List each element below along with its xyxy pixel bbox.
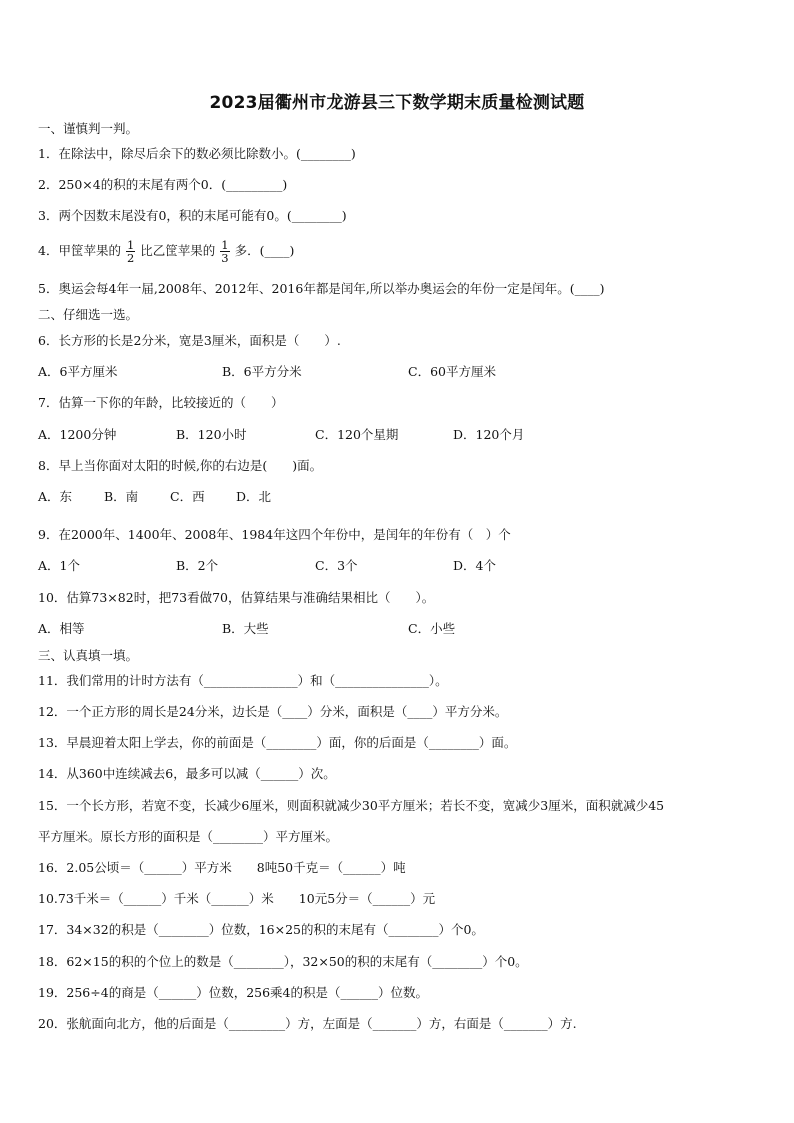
question-15-line-1: 15．一个长方形，若宽不变，长减少6厘米，则面积就减少30平方厘米；若长不变，宽减少3厘米，面积就减少45 xyxy=(38,798,665,813)
question-12: 12．一个正方形的周长是24分米，边长是（____）分米，面积是（____）平方分米。 xyxy=(38,704,508,719)
question-9-option-d: D．4个 xyxy=(453,558,496,573)
question-6-option-c: C．60平方厘米 xyxy=(408,364,496,379)
question-10-option-b: B．大些 xyxy=(222,621,269,636)
question-10-option-c: C．小些 xyxy=(408,621,456,636)
question-1: 1．在除法中，除尽后余下的数必须比除数小。(________) xyxy=(38,146,356,161)
question-7-option-d: D．120个月 xyxy=(453,427,525,442)
question-6: 6．长方形的长是2分米，宽是3厘米，面积是（ ）. xyxy=(38,333,341,348)
section-2-heading: 二、仔细选一选。 xyxy=(38,307,139,322)
question-4-text-a: 4．甲筐苹果的 xyxy=(38,243,121,258)
question-15-line-2: 平方厘米。原长方形的面积是（________）平方厘米。 xyxy=(38,829,339,844)
question-16-line-1: 16．2.05公顷＝（______）平方米 8吨50千克＝（______）吨 xyxy=(38,860,406,875)
question-7-option-b: B．120小时 xyxy=(176,427,247,442)
question-5: 5．奥运会每4年一届,2008年、2012年、2016年都是闰年,所以举办奥运会的年份一定是闰年。(____) xyxy=(38,281,605,296)
question-8-option-d: D．北 xyxy=(236,489,272,504)
question-2: 2．250×4的积的末尾有两个0．(_________) xyxy=(38,177,288,192)
question-18: 18．62×15的积的个位上的数是（________），32×50的积的末尾有（________）个0。 xyxy=(38,954,528,969)
question-8-option-c: C．西 xyxy=(170,489,205,504)
section-1-heading: 一、谨慎判一判。 xyxy=(38,121,139,136)
question-8: 8．早上当你面对太阳的时候,你的右边是( )面。 xyxy=(38,458,323,473)
question-4-text-c: 多．(____) xyxy=(234,243,295,258)
question-9-option-b: B．2个 xyxy=(176,558,219,573)
question-7: 7．估算一下你的年龄，比较接近的（ ） xyxy=(38,395,284,410)
fraction-2-denominator: 3 xyxy=(221,251,229,265)
fraction-1-denominator: 2 xyxy=(126,251,135,265)
fraction-1-numerator: 1 xyxy=(126,238,135,252)
question-9: 9．在2000年、1400年、2008年、1984年这四个年份中，是闰年的年份有（ ）个 xyxy=(38,527,511,542)
fraction-one-third xyxy=(220,239,229,264)
fraction-2-numerator: 1 xyxy=(221,238,229,252)
question-11: 11．我们常用的计时方法有（_______________）和（_______________）。 xyxy=(38,673,448,688)
question-8-option-a: A．东 xyxy=(38,489,73,504)
question-9-option-a: A．1个 xyxy=(38,558,80,573)
question-7-option-a: A．1200分钟 xyxy=(38,427,117,442)
question-17: 17．34×32的积是（________）位数，16×25的积的末尾有（________）个0。 xyxy=(38,922,484,937)
question-14: 14．从360中连续减去6，最多可以减（______）次。 xyxy=(38,766,336,781)
question-9-option-c: C．3个 xyxy=(315,558,358,573)
question-13: 13．早晨迎着太阳上学去，你的前面是（________）面，你的后面是（________）面。 xyxy=(38,735,517,750)
question-4 xyxy=(38,236,294,266)
question-10-option-a: A．相等 xyxy=(38,621,85,636)
question-20: 20．张航面向北方，他的后面是（_________）方，左面是（_______）方，右面是（_______）方. xyxy=(38,1016,577,1031)
page-title: 2023届衢州市龙游县三下数学期末质量检测试题 xyxy=(209,93,585,113)
section-3-heading: 三、认真填一填。 xyxy=(38,648,139,663)
question-16-line-2: 10.73千米＝（______）千米（______）米 10元5分＝（______）元 xyxy=(38,891,436,906)
fraction-one-half xyxy=(126,239,135,264)
question-6-option-b: B．6平方分米 xyxy=(222,364,302,379)
question-6-option-a: A．6平方厘米 xyxy=(38,364,118,379)
question-4-text-b: 比乙筐苹果的 xyxy=(140,243,216,258)
question-8-option-b: B．南 xyxy=(104,489,139,504)
question-19: 19．256÷4的商是（______）位数，256乘4的积是（______）位数。 xyxy=(38,985,429,1000)
question-10: 10．估算73×82时，把73看做70，估算结果与准确结果相比（ ）。 xyxy=(38,590,435,605)
question-7-option-c: C．120个星期 xyxy=(315,427,399,442)
question-3: 3．两个因数末尾没有0，积的末尾可能有0。(________) xyxy=(38,208,347,223)
